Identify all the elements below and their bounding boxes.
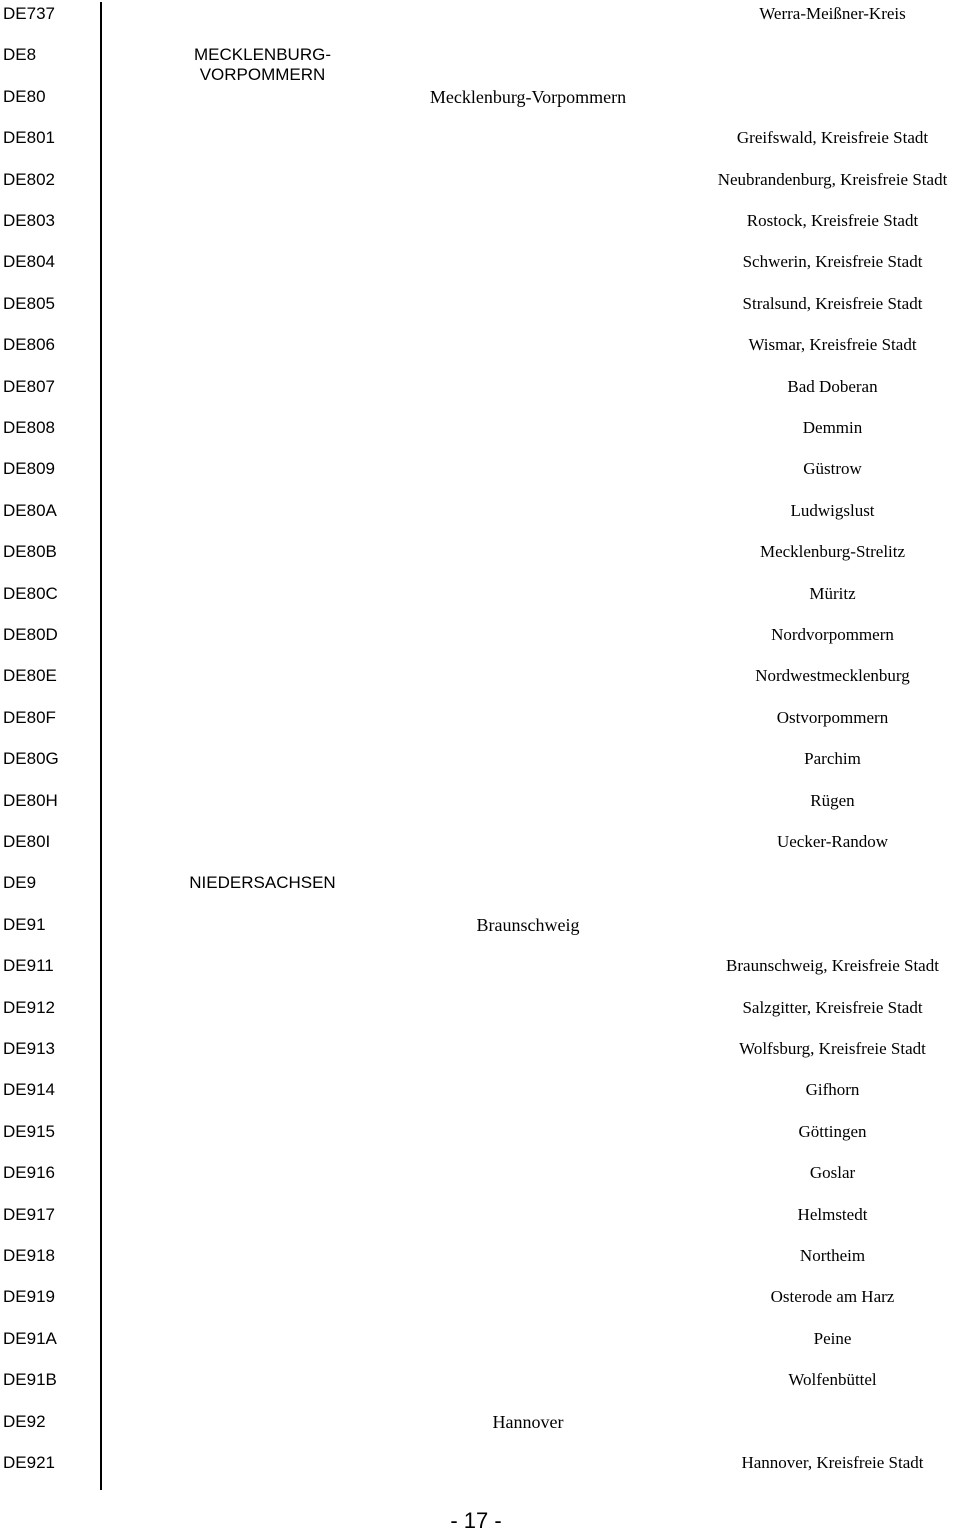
district-name: Rostock, Kreisfreie Stadt	[746, 211, 919, 230]
table-row	[0, 828, 960, 869]
nuts-code: DE809	[3, 459, 55, 479]
table-row	[0, 869, 960, 910]
nuts-code: DE80H	[3, 790, 58, 810]
nuts-code: DE915	[3, 1121, 55, 1141]
nuts-code: DE918	[3, 1246, 55, 1265]
district-name: Wolfsburg, Kreisfreie Stadt	[739, 1039, 926, 1058]
table-row	[0, 662, 960, 703]
table-row	[0, 745, 960, 786]
district-name: Ludwigslust	[790, 500, 875, 520]
table-row	[0, 373, 960, 414]
district-name: Müritz	[809, 583, 856, 603]
table-row	[0, 0, 960, 41]
table-row	[0, 414, 960, 455]
district-name: Gifhorn	[805, 1080, 860, 1100]
nuts-code: DE80C	[3, 583, 58, 603]
district-name: Nordvorpommern	[771, 625, 894, 644]
table-row	[0, 41, 960, 85]
nuts-code: DE802	[3, 169, 55, 189]
nuts-code: DE80	[3, 86, 46, 106]
nuts-code: DE80D	[3, 625, 58, 644]
table-row	[0, 1408, 960, 1449]
nuts-code: DE806	[3, 335, 55, 355]
table-row	[0, 207, 960, 248]
district-name: Northeim	[799, 1246, 866, 1265]
table-row	[0, 290, 960, 331]
district-name: Salzgitter, Kreisfreie Stadt	[742, 997, 923, 1017]
region-name: Braunschweig	[476, 914, 580, 935]
table-row	[0, 124, 960, 165]
nuts-code: DE80G	[3, 749, 59, 769]
nuts-code: DE914	[3, 1080, 55, 1100]
district-name: Mecklenburg-Strelitz	[759, 542, 906, 562]
table-row	[0, 538, 960, 579]
nuts-code: DE807	[3, 376, 55, 396]
district-name: Osterode am Harz	[770, 1287, 895, 1307]
table-row	[0, 621, 960, 662]
table-row	[0, 83, 960, 124]
table-row	[0, 911, 960, 952]
table-row	[0, 1283, 960, 1324]
district-name: Uecker-Randow	[776, 832, 889, 851]
district-name: Werra-Meißner-Kreis	[759, 4, 906, 23]
nuts-code: DE808	[3, 418, 55, 437]
district-name: Nordwestmecklenburg	[755, 666, 910, 686]
district-name: Braunschweig, Kreisfreie Stadt	[726, 956, 939, 976]
nuts-code: DE917	[3, 1204, 55, 1224]
nuts-code: DE801	[3, 128, 55, 148]
district-name: Stralsund, Kreisfreie Stadt	[742, 293, 923, 313]
district-name: Wismar, Kreisfreie Stadt	[748, 335, 917, 355]
nuts-code: DE8	[3, 45, 37, 65]
table-row	[0, 1325, 960, 1366]
district-name: Peine	[813, 1328, 852, 1348]
district-name: Schwerin, Kreisfreie Stadt	[742, 252, 923, 272]
table-row	[0, 952, 960, 993]
table-row	[0, 1035, 960, 1076]
nuts-code: DE913	[3, 1039, 55, 1058]
district-name: Göttingen	[798, 1121, 867, 1141]
district-name: Greifswald, Kreisfreie Stadt	[736, 128, 929, 148]
table-row	[0, 1076, 960, 1117]
region-name: Hannover	[492, 1411, 564, 1432]
nuts-code: DE805	[3, 293, 55, 313]
nuts-code: DE912	[3, 997, 55, 1017]
district-name: Demmin	[802, 418, 863, 437]
nuts-code: DE916	[3, 1163, 55, 1183]
table-row	[0, 1118, 960, 1159]
nuts-code: DE80B	[3, 542, 57, 562]
nuts-code: DE804	[3, 252, 55, 272]
nuts-code: DE803	[3, 211, 55, 230]
district-name: Ostvorpommern	[776, 707, 889, 727]
district-name: Wolfenbüttel	[788, 1370, 877, 1390]
nuts-code: DE91	[3, 914, 46, 934]
district-name: Helmstedt	[797, 1204, 868, 1224]
district-name: Goslar	[809, 1163, 856, 1183]
table-row	[0, 331, 960, 372]
table-row	[0, 1366, 960, 1407]
table-row	[0, 1201, 960, 1242]
state-name: NIEDERSACHSEN	[189, 873, 336, 893]
table-row	[0, 1159, 960, 1200]
nuts-code: DE91B	[3, 1370, 57, 1390]
state-name: MECKLENBURG-VORPOMMERN	[194, 45, 331, 85]
nuts-code: DE80A	[3, 500, 57, 520]
table-row	[0, 455, 960, 496]
nuts-code: DE80E	[3, 666, 57, 686]
district-name: Hannover, Kreisfreie Stadt	[741, 1453, 924, 1472]
nuts-code: DE9	[3, 873, 37, 893]
table-row	[0, 580, 960, 621]
table-row	[0, 497, 960, 538]
table-row	[0, 994, 960, 1035]
table-row	[0, 1449, 960, 1490]
nuts-code: DE92	[3, 1411, 46, 1431]
nuts-code: DE911	[3, 956, 54, 976]
district-name: Parchim	[804, 749, 861, 769]
district-name: Bad Doberan	[787, 376, 878, 396]
table-row	[0, 704, 960, 745]
district-name: Neubrandenburg, Kreisfreie Stadt	[717, 169, 948, 189]
nuts-code: DE921	[3, 1453, 55, 1472]
page-number: - 17 -	[450, 1508, 502, 1533]
nuts-code: DE737	[3, 4, 55, 23]
nuts-code: DE91A	[3, 1328, 57, 1348]
table-row	[0, 166, 960, 207]
district-name: Güstrow	[803, 459, 862, 479]
district-name: Rügen	[810, 790, 855, 810]
nuts-code: DE80F	[3, 707, 56, 727]
nuts-code: DE919	[3, 1287, 55, 1307]
table-row	[0, 787, 960, 828]
region-name: Mecklenburg-Vorpommern	[429, 86, 627, 107]
nuts-code: DE80I	[3, 832, 51, 851]
table-row	[0, 248, 960, 289]
table-row	[0, 1242, 960, 1283]
